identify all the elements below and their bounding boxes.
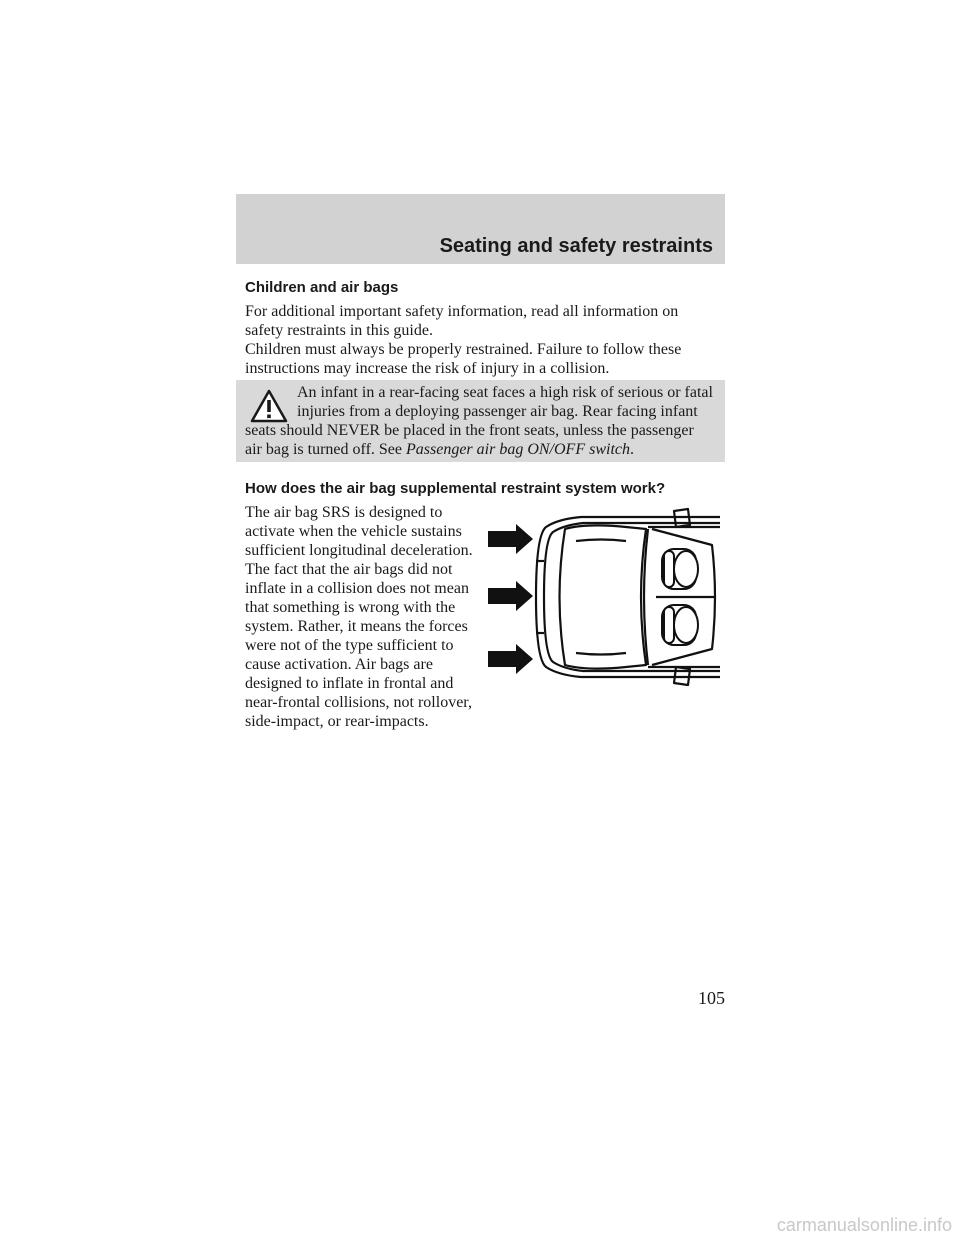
paragraph-children-restrained: Children must always be properly restrained. Failure to follow these instructions may increase the risk of injury in a collision. (245, 341, 682, 377)
car-outline (536, 509, 720, 685)
watermark: carmanualsonline.info (776, 1215, 952, 1235)
cross-reference-passenger-air-bag-switch: Passenger air bag ON/OFF switch (406, 441, 630, 458)
header-title: Seating and safety restraints (439, 235, 713, 257)
section-heading-air-bag-srs: How does the air bag supplemental restraint system work? (245, 480, 666, 497)
impact-arrow-icon (488, 644, 533, 674)
section-heading-children-air-bags: Children and air bags (245, 279, 399, 296)
paragraph-air-bags-inflation: The fact that the air bags did not inflate in a collision does not mean that something is wrong with the system. Rather, it means the forces were not of the type sufficient to cause activation. Air bags are designed to inflate in frontal and near-frontal collisions, not rollover, side-impact, or rear-impacts. (245, 561, 472, 730)
page-header (236, 194, 725, 264)
impact-arrows (488, 524, 533, 674)
impact-arrow-icon (488, 524, 533, 554)
frontal-impact-car-illustration (486, 505, 726, 690)
warning-box (236, 380, 725, 462)
warning-text: An infant in a rear-facing seat faces a high risk of serious or fatal injuries from a deploying passenger air bag. Rear facing infant seats should NEVER be placed in the front seats, unless the passenger air bag is turned off. See Passenger air bag ON/OFF switch. (245, 384, 713, 458)
impact-arrow-icon (488, 581, 533, 611)
page-number: 105 (698, 988, 725, 1008)
paragraph-safety-info: For additional important safety information, read all information on safety restraints in this guide. (245, 303, 679, 339)
paragraph-srs-design: The air bag SRS is designed to activate when the vehicle sustains sufficient longitudinal deceleration. (245, 504, 473, 559)
